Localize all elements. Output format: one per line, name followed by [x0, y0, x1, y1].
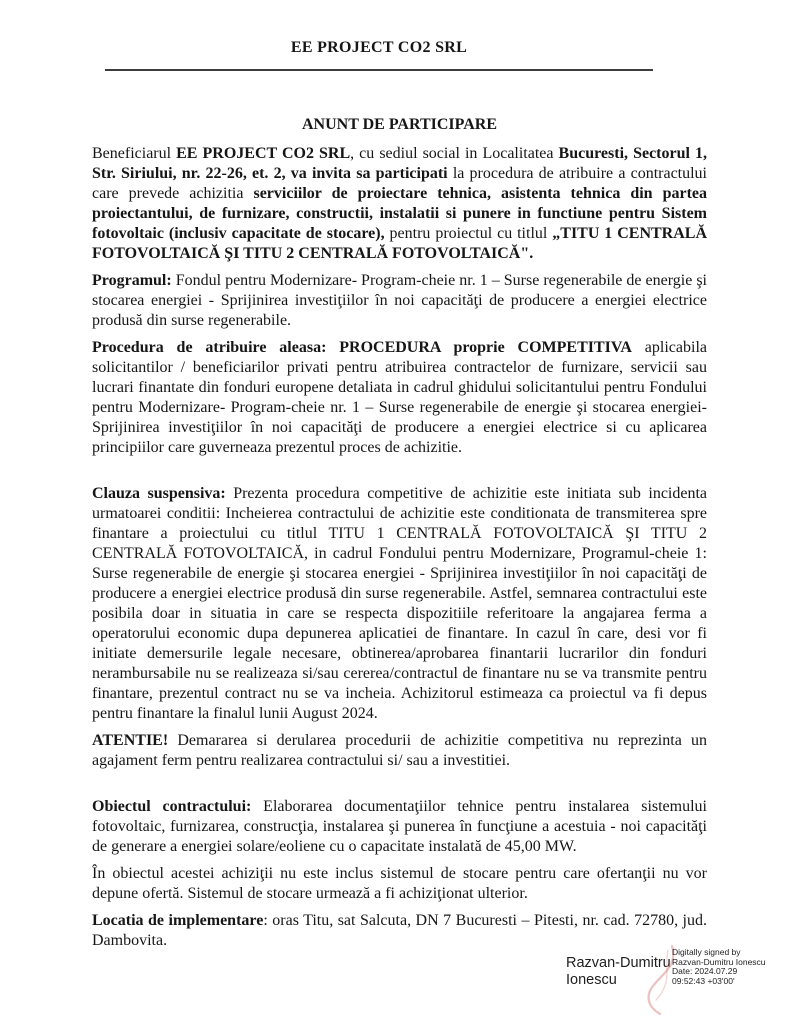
text-run: Prezenta procedura competitive de achizitie este initiata sub incidenta urmatoarei conditii: Incheierea contractului de achizitie este conditionata de transmiterea spre finantare a proiectului cu titlul TITU 1 CENTRALĂ FOTOVOLTAICĂ ŞI TITU 2 CENTRALĂ FOTOVOLTAICĂ, in cadrul Fondului pentru Modernizare, Programul-cheie 1: Surse regenerabile de energie şi stocarea energiei - Sprijinirea investiţiilor în noi capacităţi de producere a energiei electrice produsă din surse regenerabile. Astfel, semnarea contractului este posibila doar in situatia in care se respecta dispozitiile referitoare la angajarea ferma a operatorului economic dupa depunerea aplicatiei de finantare. In cazul în care, desi vor fi initiate demersurile legale necesare, obtinerea/aprobarea finantarii lucrarilor din fonduri nerambursabile nu se realizeaza si/sau cererea/contractul de finantare nu se va transmite pentru finantare, prezentul contract nu se va incheia. Achizitorul estimeaza ca proiectul va fi depus pentru finantare la finalul lunii August 2024.: [92, 485, 708, 722]
text-run: : oras Titu, sat Salcuta, DN 7 Bucuresti – Pitesti, nr. cad. 72780, jud. Dambovita.: [92, 912, 708, 949]
signature-details-line: Digitally signed by: [672, 947, 741, 957]
text-run: Elaborarea documentaţiilor tehnice pentru instalarea sistemului fotovoltaic, furnizarea, construcţia, instalarea şi punerea în funcţiune a acestuia - noi capacităţi de generare a energiei solare/eoliene cu o capacitate instalată de 45,00 MW.: [92, 798, 707, 855]
text-run: la procedura de atribuire a contractului care prevede achizitia: [92, 165, 708, 202]
paragraph: [92, 797, 707, 857]
paragraph: [92, 484, 707, 724]
signer-name-line2: Ionescu: [566, 971, 617, 988]
paragraph: [92, 911, 707, 951]
text-run: Beneficiarul: [92, 145, 177, 162]
text-run: În obiectul acestei achiziţii nu este inclus sistemul de stocare pentru care ofertanţii nu vor depune ofertă. Sistemul de stocare urmează a fi achiziţionat ulterior.: [92, 865, 707, 902]
digital-signature[interactable]: [566, 946, 788, 1022]
bold-text-run: Locatia de implementare: [92, 912, 264, 929]
bold-text-run: Bucuresti, Sectorul 1, Str. Siriului, nr. 22-26, et. 2, va invita sa participati: [92, 145, 707, 182]
paragraph: [92, 731, 707, 771]
bold-text-run: Programul:: [92, 272, 172, 289]
company-name: EE PROJECT CO2 SRL: [290, 39, 468, 56]
signature-details-line: 09:52:43 +03'00': [672, 975, 735, 986]
bold-text-run: serviciilor de proiectare tehnica, asistenta tehnica din partea proiectantului, de furnizare, constructii, instalatii si punere in functiune pentru Sistem fotovoltaic (inclusiv capacitate de stocare),: [92, 185, 708, 242]
bold-text-run: ATENTIE!: [92, 732, 169, 749]
text-run: , cu sediul social in Localitatea: [350, 145, 559, 162]
text-run: Fondul pentru Modernizare- Program-cheie nr. 1 – Surse regenerabile de energie şi stocarea energiei - Sprijinirea investiţiilor în noi capacităţi de producere a energiei electrice produsă din surse regenerabile.: [92, 272, 707, 329]
signature-details-line: Razvan-Dumitru Ionescu: [672, 956, 766, 967]
document-header: [105, 38, 653, 71]
bold-text-run: EE PROJECT CO2 SRL: [176, 145, 351, 162]
paragraph: [92, 864, 707, 904]
signer-name-line1: Razvan-Dumitru: [566, 955, 671, 971]
paragraph: [92, 338, 707, 458]
signature-details-line: Date: 2024.07.29: [672, 966, 738, 977]
bold-text-run: „TITU 1 CENTRALĂ FOTOVOLTAICĂ ŞI TITU 2 CENTRALĂ FOTOVOLTAICĂ".: [92, 225, 708, 262]
page-title: ANUNT DE PARTICIPARE: [301, 116, 497, 133]
bold-text-run: Obiectul contractului:: [92, 798, 252, 815]
text-run: Demararea si derularea procedurii de achizitie competitiva nu reprezinta un agajament ferm pentru realizarea contractului si/ sau a investitiei.: [92, 732, 707, 769]
bold-text-run: Clauza suspensiva:: [92, 485, 226, 502]
paragraph: [92, 144, 707, 264]
text-run: pentru proiectul cu titlul: [384, 225, 553, 242]
bold-text-run: Procedura de atribuire aleasa: PROCEDURA proprie COMPETITIVA: [92, 339, 632, 356]
text-run: aplicabila solicitantilor / beneficiarilor privati pentru atribuirea contractelor de furnizare, servicii sau lucrari finantate din fonduri europene detaliata in cadrul ghidului solicitantului pentru Fondului pentru Modernizare- Program-cheie nr. 1 – Surse regenerabile de energie şi stocarea energiei-Sprijinirea investiţiilor în noi capacităţi de producere a energiei electrice si cu aplicarea principiilor care guverneaza prezentul proces de achizitie.: [92, 339, 707, 456]
document-body: [92, 144, 707, 951]
signature-details: [672, 948, 766, 986]
paragraph: [92, 271, 707, 331]
